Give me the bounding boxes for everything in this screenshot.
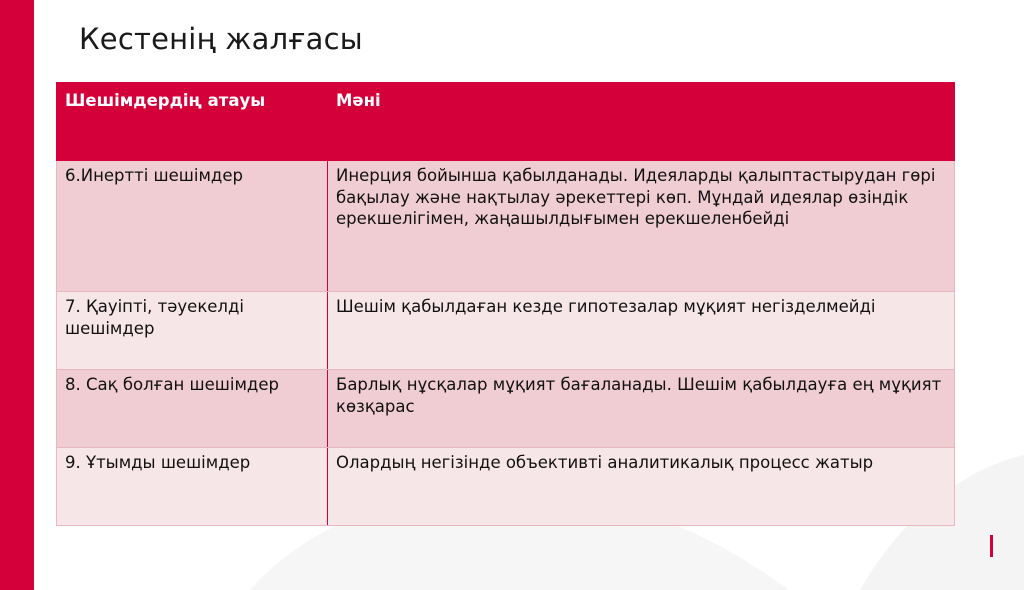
left-accent-bar bbox=[0, 0, 34, 590]
cell-meaning: Барлық нұсқалар мұқият бағаланады. Шешім қабылдауға ең мұқият көзқарас bbox=[328, 370, 955, 448]
cell-meaning: Шешім қабылдаған кезде гипотезалар мұқият негізделмейді bbox=[328, 292, 955, 370]
table-row bbox=[57, 292, 955, 370]
cell-meaning: Олардың негізінде объективті аналитикалық процесс жатыр bbox=[328, 448, 955, 526]
cell-name: 7. Қауіпті, тәуекелді шешімдер bbox=[57, 292, 328, 370]
cell-name: 6.Инертті шешімдер bbox=[57, 161, 328, 292]
header-meaning: Мәні bbox=[328, 83, 955, 161]
cell-meaning: Инерция бойынша қабылданады. Идеяларды қалыптастырудан гөрі бақылау және нақтылау әрекеттері көп. Мұндай идеялар өзіндік ерекшелігімен, жаңашылдығымен ерекшеленбейді bbox=[328, 161, 955, 292]
slide-marker bbox=[990, 535, 993, 557]
table-row bbox=[57, 161, 955, 292]
table-row bbox=[57, 370, 955, 448]
header-name: Шешімдердің атауы bbox=[57, 83, 328, 161]
decisions-table bbox=[56, 82, 955, 526]
cell-name: 9. Ұтымды шешімдер bbox=[57, 448, 328, 526]
page-title: Кестенің жалғасы bbox=[79, 22, 363, 56]
cell-name: 8. Сақ болған шешімдер bbox=[57, 370, 328, 448]
table-header-row bbox=[57, 83, 955, 161]
table-row bbox=[57, 448, 955, 526]
